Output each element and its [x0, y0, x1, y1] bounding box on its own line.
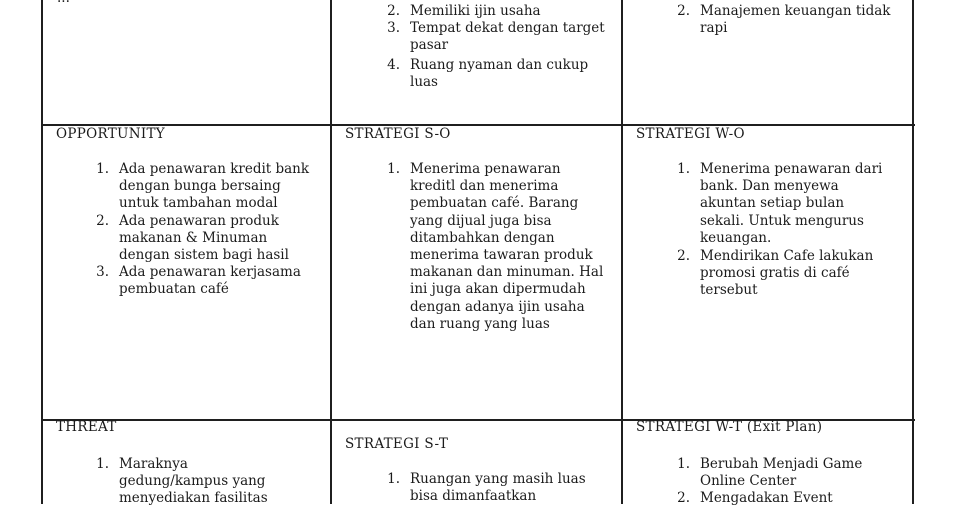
cell-strategi-wo — [623, 126, 912, 419]
strategi-wt-list — [677, 456, 905, 508]
strategi-wo-heading: STRATEGI W-O — [636, 126, 745, 142]
strategi-so-heading: STRATEGI S-O — [345, 126, 451, 142]
cell-threat — [43, 419, 330, 507]
list-item: 1. Maraknya gedung/kampus yang menyediakan fasilitas — [96, 456, 268, 507]
list-item: 2. Ada penawaran produk makanan & Minuman dengan sistem bagi hasil — [96, 212, 289, 264]
list-item: 1. Ruangan yang masih luas bisa dimanfaatkan — [387, 471, 586, 505]
threat-heading: THREAT — [56, 419, 117, 435]
list-item: 3. Ada penawaran kerjasama pembuatan café — [96, 264, 301, 298]
list-item: 2. Manajemen keuangan tidak rapi — [677, 3, 891, 37]
strength-list — [387, 3, 610, 91]
cell-strength — [43, 0, 330, 124]
list-item: 4. Ruang nyaman dan cukup luas — [387, 56, 589, 90]
cell-strategi-wt — [623, 419, 912, 507]
list-item: 2. Mengadakan Event — [677, 490, 833, 507]
list-item: 2. Memiliki ijin usaha — [387, 3, 541, 19]
strategi-st-list — [387, 471, 608, 505]
cell-opportunity — [43, 126, 330, 419]
strategi-st-heading: STRATEGI S-T — [345, 436, 449, 452]
list-item: 1. Menerima penawaran dari bank. Dan menyewa akuntan setiap bulan sekali. Untuk mengurus keuangan. — [677, 161, 883, 246]
opportunity-list — [96, 161, 319, 299]
list-item: 1. Berubah Menjadi Game Online Center — [677, 456, 863, 490]
strategi-wo-list — [677, 161, 905, 300]
cell-weakness — [623, 0, 912, 124]
list-item: 1. Menerima penawaran kreditl dan menerima pembuatan café. Barang yang dijual juga bisa ditambahkan dengan menerima tawaran produk makanan dan minuman. Hal ini juga akan dipermudah dengan adanya ijin usaha dan ruang yang luas — [387, 161, 604, 332]
weakness-list — [677, 3, 905, 37]
list-item: 3. Tempat dekat dengan target pasar — [387, 20, 605, 54]
opportunity-heading: OPPORTUNITY — [56, 126, 165, 142]
list-item: 2. Mendirikan Cafe lakukan promosi gratis di café tersebut — [677, 248, 874, 299]
threat-list — [96, 456, 319, 508]
cell-strategi-so-top — [332, 0, 621, 124]
list-item: 1. Ada penawaran kredit bank dengan bunga bersaing untuk tambahan modal — [96, 161, 310, 212]
strength-cutoff-text — [57, 0, 70, 7]
strategi-so-list — [387, 161, 608, 333]
cell-strategi-so — [332, 126, 621, 419]
cell-strategi-st — [332, 421, 621, 504]
table-border-right — [912, 0, 914, 504]
strategi-wt-heading: STRATEGI W-T (Exit Plan) — [636, 419, 823, 435]
